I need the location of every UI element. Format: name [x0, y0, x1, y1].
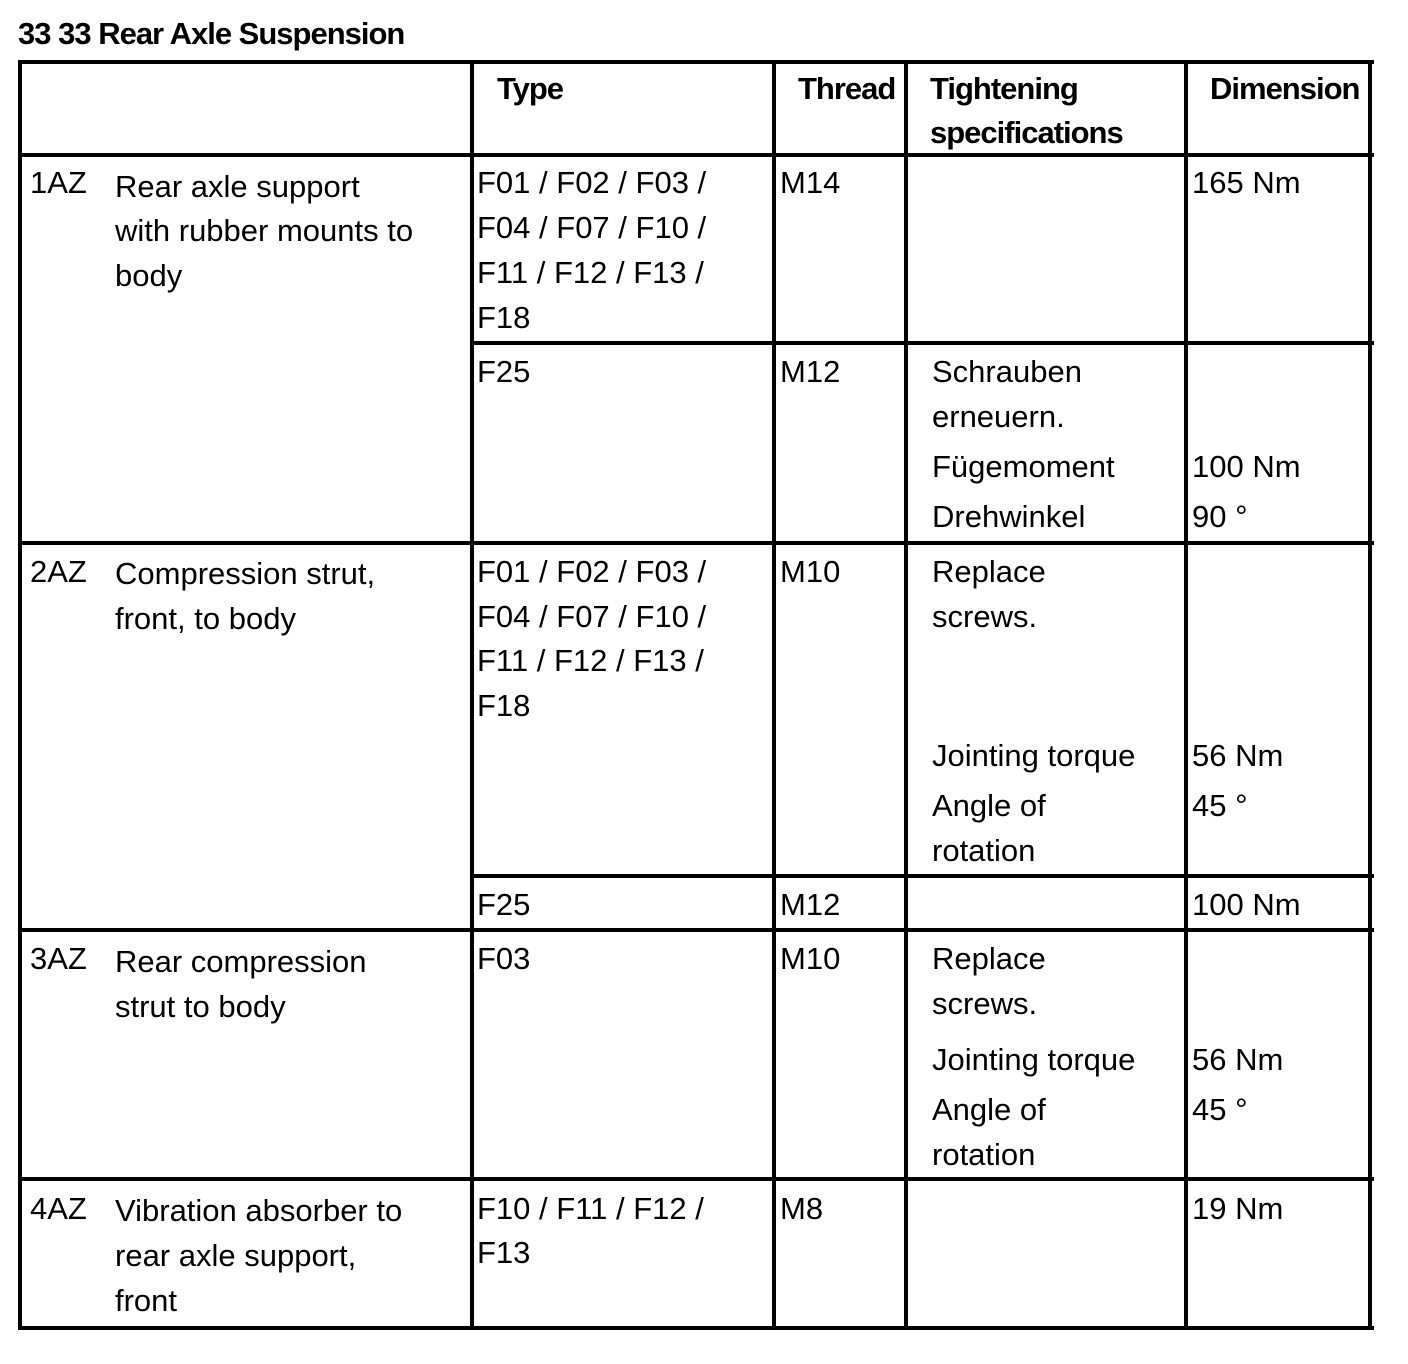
- spec-cell: Angle of: [932, 788, 1046, 823]
- thread-cell: M10: [780, 941, 841, 976]
- spec-cell: Jointing torque: [932, 1042, 1136, 1077]
- row-description: Compression strut,: [115, 556, 376, 591]
- spec-cell: erneuern.: [932, 399, 1065, 434]
- spec-cell: Fügemoment: [932, 449, 1115, 484]
- dimension-cell: 100 Nm: [1192, 449, 1301, 484]
- spec-cell: Drehwinkel: [932, 499, 1086, 534]
- header-tightening: Tightening: [930, 71, 1078, 106]
- page-title: 33 33 Rear Axle Suspension: [18, 16, 405, 51]
- header-dimension: Dimension: [1210, 71, 1360, 106]
- type-cell: F11 / F12 / F13 /: [477, 643, 704, 678]
- type-cell: F13: [477, 1235, 531, 1270]
- spec-cell: screws.: [932, 986, 1038, 1021]
- type-cell: F18: [477, 300, 531, 335]
- type-cell: F03: [477, 941, 531, 976]
- table-border-bottom: [18, 1326, 1374, 1330]
- spec-cell: Schrauben: [932, 354, 1082, 389]
- row-code: 1AZ: [30, 165, 87, 200]
- thread-cell: M10: [780, 554, 841, 589]
- row-description: with rubber mounts to: [115, 213, 414, 248]
- dimension-cell: 45 °: [1192, 788, 1248, 823]
- type-cell: F01 / F02 / F03 /: [477, 165, 707, 200]
- spec-cell: Replace: [932, 941, 1046, 976]
- spec-cell: rotation: [932, 833, 1036, 868]
- row-divider: [18, 541, 1374, 545]
- type-cell: F25: [477, 354, 531, 389]
- dimension-cell: 90 °: [1192, 499, 1248, 534]
- thread-cell: M12: [780, 887, 841, 922]
- thread-cell: M12: [780, 354, 841, 389]
- row-code: 3AZ: [30, 941, 87, 976]
- type-cell: F10 / F11 / F12 /: [477, 1191, 704, 1226]
- type-cell: F11 / F12 / F13 /: [477, 255, 704, 290]
- thread-cell: M14: [780, 165, 841, 200]
- row-description: rear axle support,: [115, 1238, 357, 1273]
- header-tightening: specifications: [930, 115, 1123, 150]
- dimension-cell: 56 Nm: [1192, 1042, 1284, 1077]
- spec-cell: Replace: [932, 554, 1046, 589]
- column-divider: [772, 60, 776, 1330]
- row-code: 2AZ: [30, 554, 87, 589]
- dimension-cell: 100 Nm: [1192, 887, 1301, 922]
- header-type: Type: [497, 71, 564, 106]
- row-divider: [470, 341, 1374, 345]
- row-divider: [18, 928, 1374, 932]
- row-description: body: [115, 258, 183, 293]
- row-description: front, to body: [115, 601, 296, 636]
- dimension-cell: 45 °: [1192, 1092, 1248, 1127]
- dimension-cell: 56 Nm: [1192, 738, 1284, 773]
- header-divider: [18, 153, 1374, 157]
- table-border-right: [1368, 60, 1372, 1330]
- row-description: Rear compression: [115, 944, 367, 979]
- column-divider: [1184, 60, 1188, 1330]
- type-cell: F04 / F07 / F10 /: [477, 599, 707, 634]
- row-description: front: [115, 1283, 178, 1318]
- row-description: strut to body: [115, 989, 286, 1024]
- spec-cell: Angle of: [932, 1092, 1046, 1127]
- row-description: Rear axle support: [115, 169, 360, 204]
- column-divider: [904, 60, 908, 1330]
- dimension-cell: 19 Nm: [1192, 1191, 1284, 1226]
- row-description: Vibration absorber to: [115, 1193, 403, 1228]
- dimension-cell: 165 Nm: [1192, 165, 1301, 200]
- thread-cell: M8: [780, 1191, 824, 1226]
- column-divider: [470, 60, 474, 1330]
- row-code: 4AZ: [30, 1191, 87, 1226]
- type-cell: F01 / F02 / F03 /: [477, 554, 707, 589]
- type-cell: F18: [477, 688, 531, 723]
- row-divider: [18, 1177, 1374, 1181]
- header-thread: Thread: [798, 71, 896, 106]
- spec-cell: Jointing torque: [932, 738, 1136, 773]
- spec-cell: screws.: [932, 599, 1038, 634]
- table-border-top: [18, 60, 1374, 64]
- table-border-left: [18, 60, 22, 1330]
- type-cell: F04 / F07 / F10 /: [477, 210, 707, 245]
- type-cell: F25: [477, 887, 531, 922]
- row-divider: [470, 874, 1374, 878]
- spec-cell: rotation: [932, 1137, 1036, 1172]
